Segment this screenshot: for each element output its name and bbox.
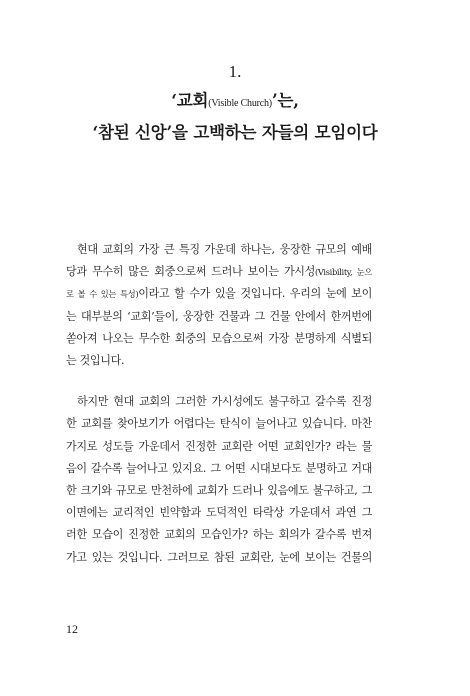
- text-line: 한 교회를 찾아보기가 어렵다는 탄식이 늘어나고 있습니다. 마찬: [66, 417, 372, 431]
- text-line: 현대 교회의 가장 큰 특징 가운데 하나는, 웅장한 규모의 예배: [77, 243, 372, 256]
- text-line: 음이 갈수록 늘어나고 있지요. 그 어떤 시대보다도 분명하고 거대: [66, 461, 372, 475]
- paragraph-2: [66, 391, 372, 569]
- chapter-title-line-1: [0, 90, 470, 115]
- page-number: 12: [66, 622, 78, 636]
- body-text: [66, 239, 372, 569]
- chapter-title-line-2: ‘참된 신앙’을 고백하는 자들의 모임이다: [92, 123, 378, 142]
- text-line: 러한 모습이 진정한 교회의 모습인가? 하는 회의가 갈수록 번져: [66, 528, 372, 542]
- text-fragment: 당과 무수히 많은 회중으로써 드러나 보이는 가시성: [66, 265, 316, 279]
- text-fragment-small: 로 볼 수 있는 특성): [66, 289, 139, 300]
- chapter-title-english: (Visible Church): [208, 98, 272, 109]
- text-line: 는 것입니다.: [66, 354, 125, 368]
- paragraph-1: [66, 239, 372, 372]
- text-line: [66, 283, 372, 305]
- chapter-title-part-2: ’는,: [271, 91, 299, 110]
- text-line: 가고 있는 것입니다. 그러므로 참된 교회란, 눈에 보이는 건물의: [66, 550, 372, 564]
- text-fragment: 이라고 할 수가 있을 것입니다. 우리의 눈에 보이: [138, 287, 372, 301]
- text-line: 하지만 현대 교회의 그러한 가시성에도 불구하고 갈수록 진정: [77, 395, 372, 409]
- text-fragment-small: (Visibility, 눈으: [315, 267, 372, 278]
- chapter-number: 1.: [228, 62, 242, 81]
- text-line: 가지로 성도들 가운데서 진정한 교회란 어떤 교회인가? 라는 물: [66, 439, 372, 453]
- text-line: 는 대부분의 ‘교회’들이, 웅장한 건물과 그 건물 안에서 한꺼번에: [66, 309, 372, 323]
- text-line: 이면에는 교리적인 빈약함과 도덕적인 타락상 가운데서 과연 그: [66, 506, 372, 520]
- chapter-header: [0, 62, 470, 144]
- text-line: 한 크기와 규모로 만천하에 교회가 드러나 있음에도 불구하고, 그: [66, 484, 372, 498]
- text-line: 쏟아져 나오는 무수한 회중의 모습으로써 가장 분명하게 식별되: [66, 331, 372, 345]
- text-line: [66, 261, 372, 283]
- chapter-title-part-1: ‘교회: [171, 91, 209, 110]
